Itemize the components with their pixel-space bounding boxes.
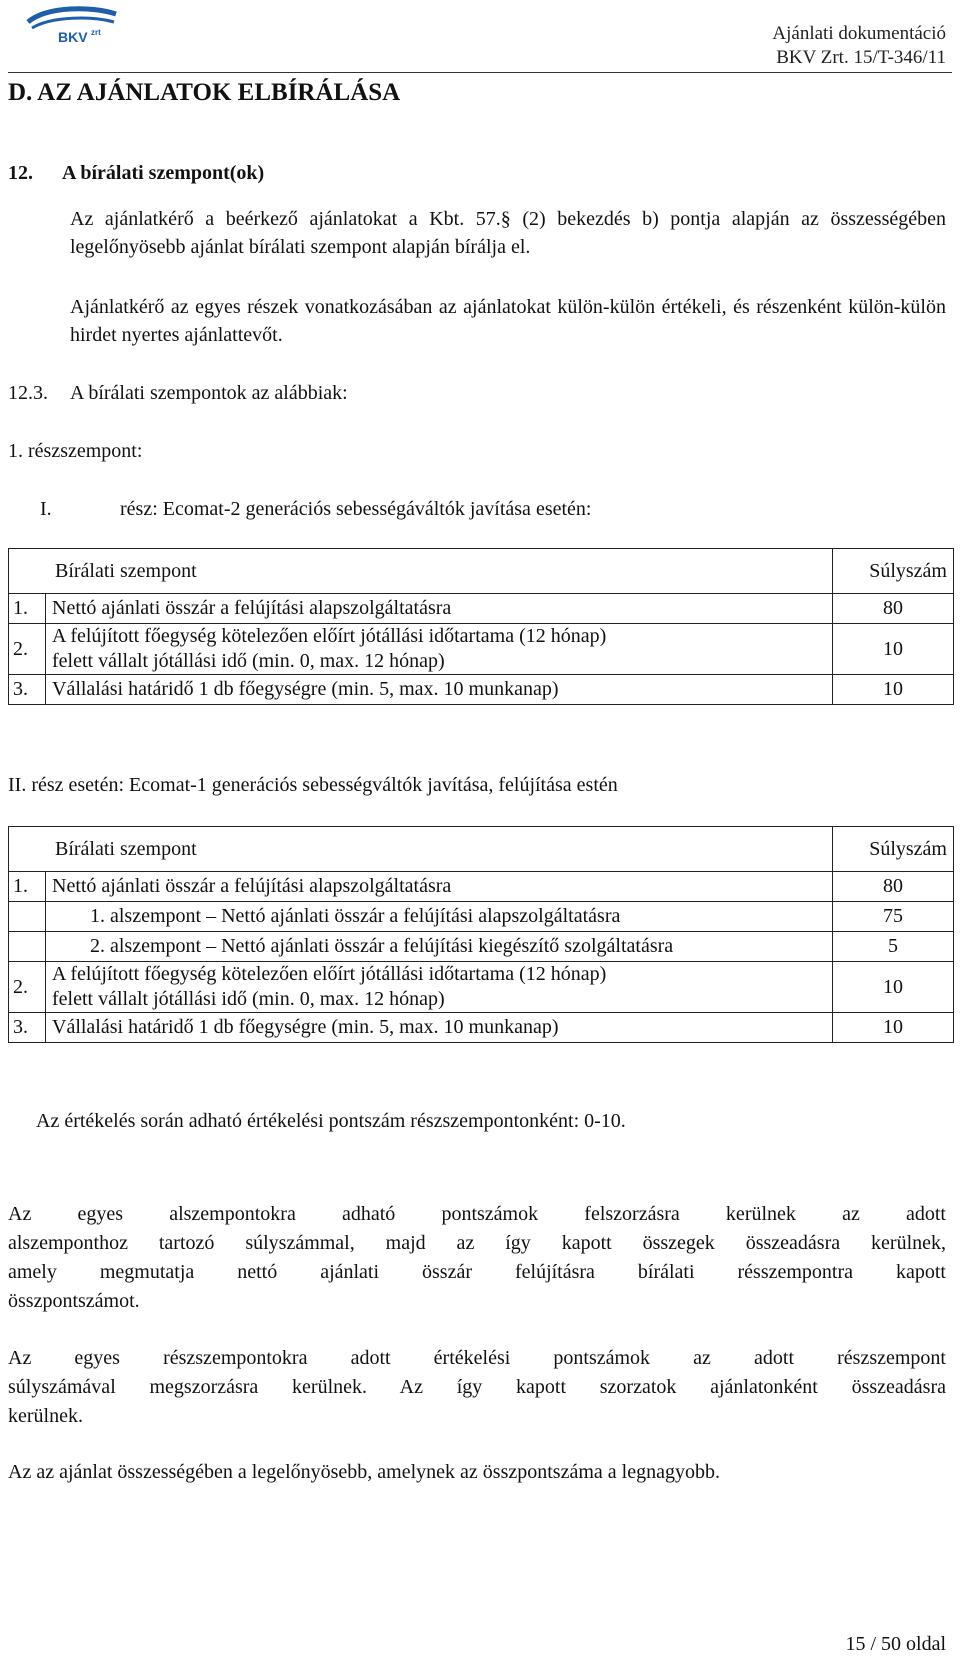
part1-number: I. (40, 498, 52, 520)
criteria-table-part1 (8, 548, 954, 705)
row-number: 3. (9, 1013, 46, 1043)
summation-line: alszemponthoz tartozó súlyszámmal, majd az így kapott összegek összeadásra kerülnek, (8, 1232, 946, 1254)
column-header-weight: Súlyszám (833, 827, 954, 872)
summation-paragraph (8, 1200, 946, 1316)
paragraph-12-1 (8, 205, 946, 261)
part1-title: rész: Ecomat-2 generációs sebességáváltók javítása esetén: (120, 498, 592, 520)
row-number: 2. (9, 962, 46, 1013)
section-heading (8, 160, 264, 187)
paragraph-12-2 (8, 293, 946, 349)
part2-heading: II. rész esetén: Ecomat-1 generációs sebességváltók javítása, felújítása estén (8, 774, 618, 796)
table-row (9, 675, 954, 705)
summation-line: összpontszámot. (8, 1290, 140, 1312)
summation-line: amely megmutatja nettó ajánlati összár felújításra bírálati résszempontra kapott (8, 1261, 946, 1283)
row-description: Nettó ajánlati összár a felújítási alapszolgáltatásra (46, 594, 833, 624)
part1-heading (40, 496, 591, 523)
row-weight: 5 (833, 932, 954, 962)
winner-rule-text: Az az ajánlat összességében a legelőnyösebb, amelynek az összpontszáma a legnagyobb. (8, 1461, 720, 1483)
row-number: 1. (9, 872, 46, 902)
row-weight: 10 (833, 1013, 954, 1043)
weighting-line: súlyszámával megszorzásra kerülnek. Az így kapott szorzatok ajánlatonként összeadásra (8, 1376, 946, 1398)
row-weight: 75 (833, 902, 954, 932)
column-header-criteria: Bírálati szempont (9, 827, 833, 872)
paragraph-number (8, 205, 70, 233)
header-divider (8, 72, 952, 73)
row-weight: 80 (833, 872, 954, 902)
bkv-logo (22, 4, 122, 46)
row-description: 1. alszempont – Nettó ajánlati összár a felújítási alapszolgáltatásra (46, 902, 833, 932)
row-description-line: A felújított főegység kötelezően előírt jótállási időtartama (12 hónap) (52, 625, 607, 647)
column-header-criteria: Bírálati szempont (9, 549, 833, 594)
row-weight: 80 (833, 594, 954, 624)
paragraph-text: Ajánlatkérő az egyes részek vonatkozásában az ajánlatokat külön-külön értékeli, és részenként külön-külön hirdet nyertes ajánlattevőt. (70, 296, 946, 346)
header-doc-type: Ajánlati dokumentáció (772, 23, 946, 44)
row-description: Vállalási határidő 1 db főegységre (min. 5, max. 10 munkanap) (46, 675, 833, 705)
chapter-title: D. AZ AJÁNLATOK ELBÍRÁLÁSA (8, 79, 401, 106)
paragraph-text: A bírálati szempontok az alábbiak: (70, 382, 348, 404)
table-row (9, 902, 954, 932)
table-row (9, 624, 954, 675)
subcriterion-heading: 1. részszempont: (8, 440, 143, 462)
section-number: 12. (8, 162, 33, 184)
paragraph-12-3 (8, 380, 946, 407)
row-description-line: felett vállalt jótállási idő (min. 0, max. 12 hónap) (52, 650, 445, 672)
page-number: 15 / 50 oldal (845, 1633, 946, 1655)
column-header-weight: Súlyszám (833, 549, 954, 594)
logo-suffix: zrt (91, 28, 101, 37)
row-weight: 10 (833, 962, 954, 1013)
row-description-line: A felújított főegység kötelezően előírt jótállási időtartama (12 hónap) (52, 963, 607, 985)
row-weight: 10 (833, 624, 954, 675)
weighting-line: kerülnek. (8, 1405, 83, 1427)
weighting-paragraph (8, 1344, 946, 1431)
section-title: A bírálati szempont(ok) (62, 162, 265, 184)
row-number: 2. (9, 624, 46, 675)
scoring-range-text: Az értékelés során adható értékelési pontszám részszempontonként: 0-10. (36, 1110, 626, 1132)
logo-text: BKV (58, 29, 88, 45)
table-row (9, 962, 954, 1013)
weighting-line: Az egyes részszempontokra adott értékelési pontszámok az adott részszempont (8, 1347, 946, 1369)
paragraph-text: Az ajánlatkérő a beérkező ajánlatokat a Kbt. 57.§ (2) bekezdés b) pontja alapján az összességében legelőnyösebb ajánlat bírálati szempont alapján bírálja el. (70, 208, 946, 258)
row-description: Nettó ajánlati összár a felújítási alapszolgáltatásra (46, 872, 833, 902)
table-row (9, 932, 954, 962)
row-number (9, 902, 46, 932)
row-number (9, 932, 46, 962)
table-row (9, 1013, 954, 1043)
row-number: 3. (9, 675, 46, 705)
row-description-line: felett vállalt jótállási idő (min. 0, max. 12 hónap) (52, 988, 445, 1010)
criteria-table-part2 (8, 826, 954, 1043)
paragraph-number (8, 293, 70, 321)
table-header-row (9, 549, 954, 594)
table-row (9, 594, 954, 624)
table-row (9, 872, 954, 902)
row-number: 1. (9, 594, 46, 624)
row-weight: 10 (833, 675, 954, 705)
bkv-logo-graphic (22, 4, 122, 46)
row-description: 2. alszempont – Nettó ajánlati összár a felújítási kiegészítő szolgáltatásra (46, 932, 833, 962)
paragraph-number: 12.3. (8, 382, 48, 404)
row-description (46, 624, 833, 675)
row-description: Vállalási határidő 1 db főegységre (min. 5, max. 10 munkanap) (46, 1013, 833, 1043)
summation-line: Az egyes alszempontokra adható pontszámok felszorzásra kerülnek az adott (8, 1203, 946, 1225)
row-description (46, 962, 833, 1013)
header-doc-ref: BKV Zrt. 15/T-346/11 (776, 47, 946, 68)
table-header-row (9, 827, 954, 872)
